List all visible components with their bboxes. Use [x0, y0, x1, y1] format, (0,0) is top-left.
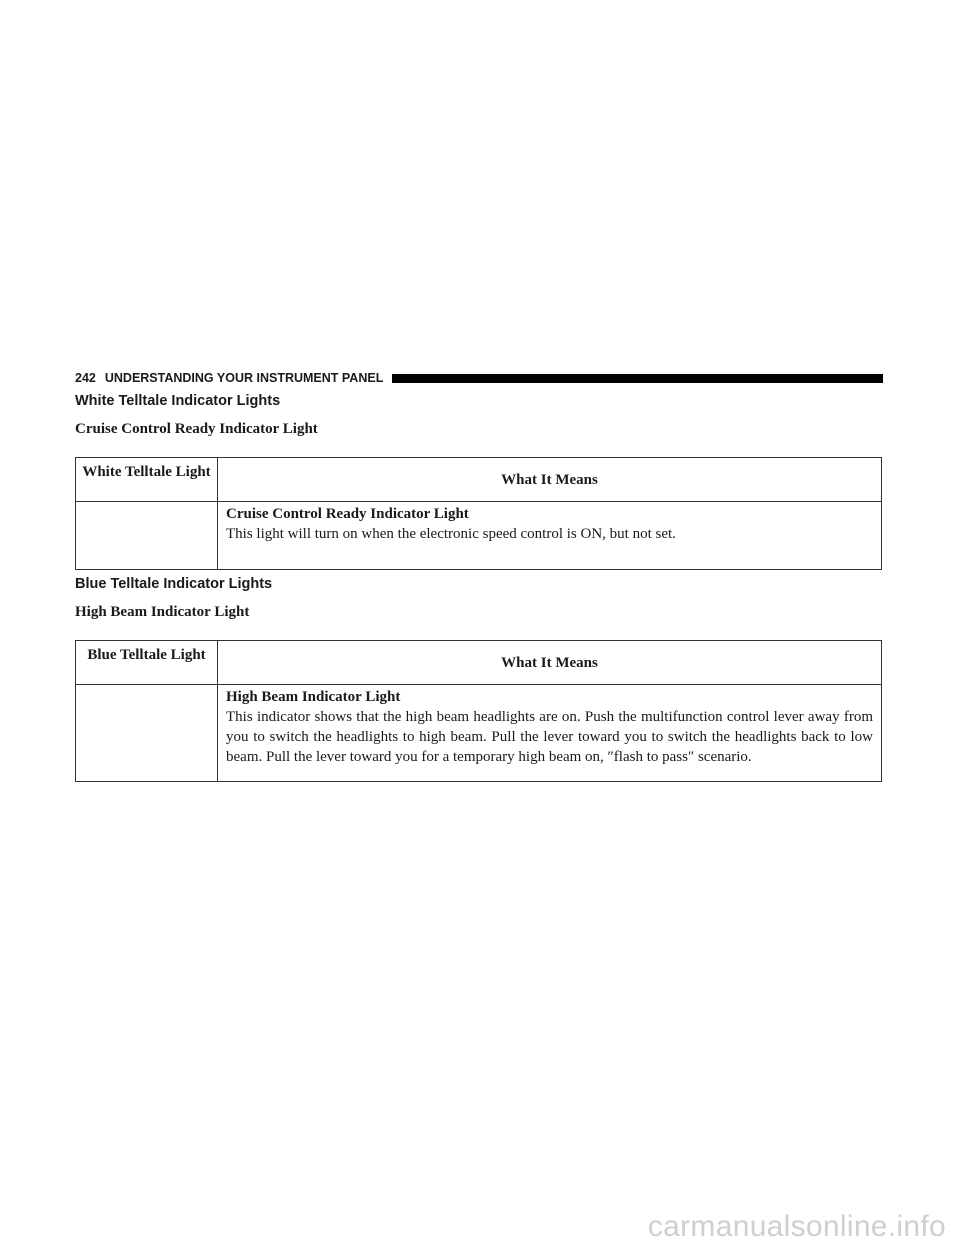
page-number: 242: [75, 371, 96, 385]
indicator-description: This light will turn on when the electronic speed control is ON, but not set.: [226, 526, 676, 542]
telltale-icon-cell: [76, 502, 218, 570]
blue-telltale-table: [75, 640, 882, 782]
white-section-subheading: Cruise Control Ready Indicator Light: [75, 421, 318, 437]
table-header-row: [76, 641, 882, 685]
indicator-title: High Beam Indicator Light: [226, 689, 401, 705]
running-header: [75, 370, 883, 386]
meaning-cell: [218, 502, 882, 570]
indicator-title: Cruise Control Ready Indicator Light: [226, 506, 469, 522]
table-row: [76, 685, 882, 782]
header-rule: [392, 374, 883, 383]
table-header-light: Blue Telltale Light: [76, 641, 218, 685]
table-header-meaning: What It Means: [218, 641, 882, 685]
meaning-cell: [218, 685, 882, 782]
white-telltale-table: [75, 457, 882, 570]
telltale-icon-cell: [76, 685, 218, 782]
table-header-light: White Telltale Light: [76, 458, 218, 502]
table-row: [76, 502, 882, 570]
chapter-title: UNDERSTANDING YOUR INSTRUMENT PANEL: [104, 371, 384, 385]
blue-section-heading: Blue Telltale Indicator Lights: [75, 576, 273, 592]
blue-section-subheading: High Beam Indicator Light: [75, 604, 250, 620]
white-section-heading: White Telltale Indicator Lights: [75, 393, 281, 409]
indicator-description: This indicator shows that the high beam headlights are on. Push the multifunction control lever away from you to switch the headlights to high beam. Pull the lever toward you to switch the headlights back to low beam. Pull the lever toward you for a temporary high beam on, ″flash to pass″ scenario.: [226, 709, 873, 765]
table-header-row: [76, 458, 882, 502]
watermark: carmanualsonline.info: [647, 1210, 946, 1243]
table-header-meaning: What It Means: [218, 458, 882, 502]
